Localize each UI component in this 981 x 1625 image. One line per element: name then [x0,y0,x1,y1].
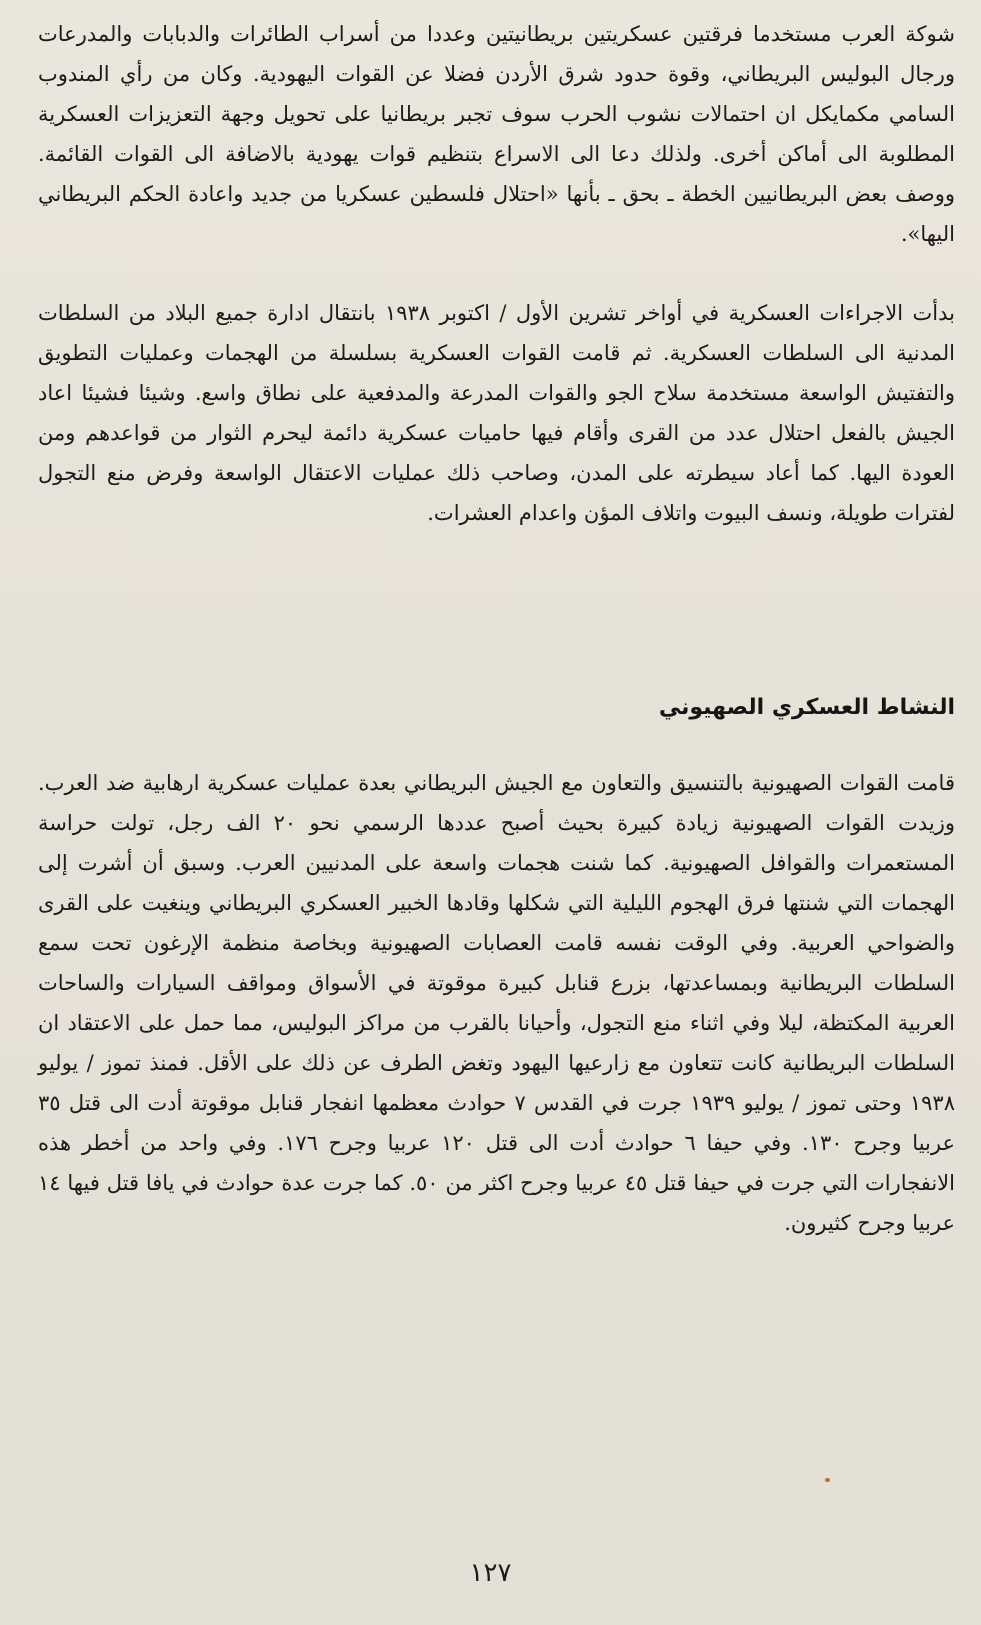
paragraph-opening: شوكة العرب مستخدما فرقتين عسكريتين بريطانيتين وعددا من أسراب الطائرات والدبابات والمدرعات ورجال البوليس البريطاني، وقوة حدود شرق الأردن فضلا عن القوات اليهودية. وكان من رأي المندوب السامي مكمايكل ان احتمالات نشوب الحرب سوف تجبر بريطانيا على تحويل وجهة التعزيزات العسكرية المطلوبة الى أماكن أخرى. ولذلك دعا الى الاسراع بتنظيم قوات يهودية بالاضافة الى القوات القائمة. ووصف بعض البريطانيين الخطة ـ بحق ـ بأنها «احتلال فلسطين عسكريا من جديد واعادة الحكم البريطاني اليها». [38,22,955,246]
section-heading: النشاط العسكري الصهيوني [658,695,955,720]
paragraph-zionist-activity: قامت القوات الصهيونية بالتنسيق والتعاون مع الجيش البريطاني بعدة عمليات عسكرية ارهابية ضد العرب. وزيدت القوات الصهيونية زيادة كبيرة بحيث أصبح عددها الرسمي نحو ٢٠ الف رجل، تولت حراسة المستعمرات والقوافل الصهيونية. كما شنت هجمات واسعة على المدنيين العرب. وسبق أن أشرت إلى الهجمات التي شنتها فرق الهجوم الليلية التي شكلها وقادها الخبير العسكري البريطاني وينغيت على القرى والضواحي العربية. وفي الوقت نفسه قامت العصابات الصهيونية وبخاصة منظمة الإرغون تحت سمع السلطات البريطانية وبمساعدتها، بزرع قنابل كبيرة موقوتة في الأسواق ومواقف السيارات والساحات العربية المكتظة، ليلا وفي اثناء منع التجول، وأحيانا بالقرب من مراكز البوليس، مما حمل على الاعتقاد ان السلطات البريطانية كانت تتعاون مع زارعيها اليهود وتغض الطرف عن ذلك على الأقل. فمنذ تموز / يوليو ١٩٣٨ وحتى تموز / يوليو ١٩٣٩ جرت في القدس ٧ حوادث معظمها انفجار قنابل موقوتة أدت الى قتل ٣٥ عربيا وجرح ١٣٠. وفي حيفا ٦ حوادث أدت الى قتل ١٢٠ عربيا وجرح ١٧٦. وفي واحد من أخطر هذه الانفجارات التي جرت في حيفا قتل ٤٥ عربيا وجرح اكثر من ٥٠. كما جرت عدة حوادث في يافا قتل فيها ١٤ عربيا وجرح كثيرون. [38,771,955,1235]
page-number: ١٢٧ [469,1558,512,1588]
ink-speck [825,1478,830,1482]
paragraph-military-measures: بدأت الاجراءات العسكرية في أواخر تشرين الأول / اكتوبر ١٩٣٨ بانتقال ادارة جميع البلاد من السلطات المدنية الى السلطات العسكرية. ثم قامت القوات العسكرية بسلسلة من الهجمات وعمليات التطويق والتفتيش الواسعة مستخدمة سلاح الجو والقوات المدرعة والمدفعية على نطاق واسع. وشيئا فشيئا اعاد الجيش بالفعل احتلال عدد من القرى وأقام فيها حاميات عسكرية دائمة ليحرم الثوار من قواعدهم ومن العودة اليها. كما أعاد سيطرته على المدن، وصاحب ذلك عمليات الاعتقال الواسعة وفرض منع التجول لفترات طويلة، ونسف البيوت واتلاف المؤن واعدام العشرات. [38,301,955,525]
